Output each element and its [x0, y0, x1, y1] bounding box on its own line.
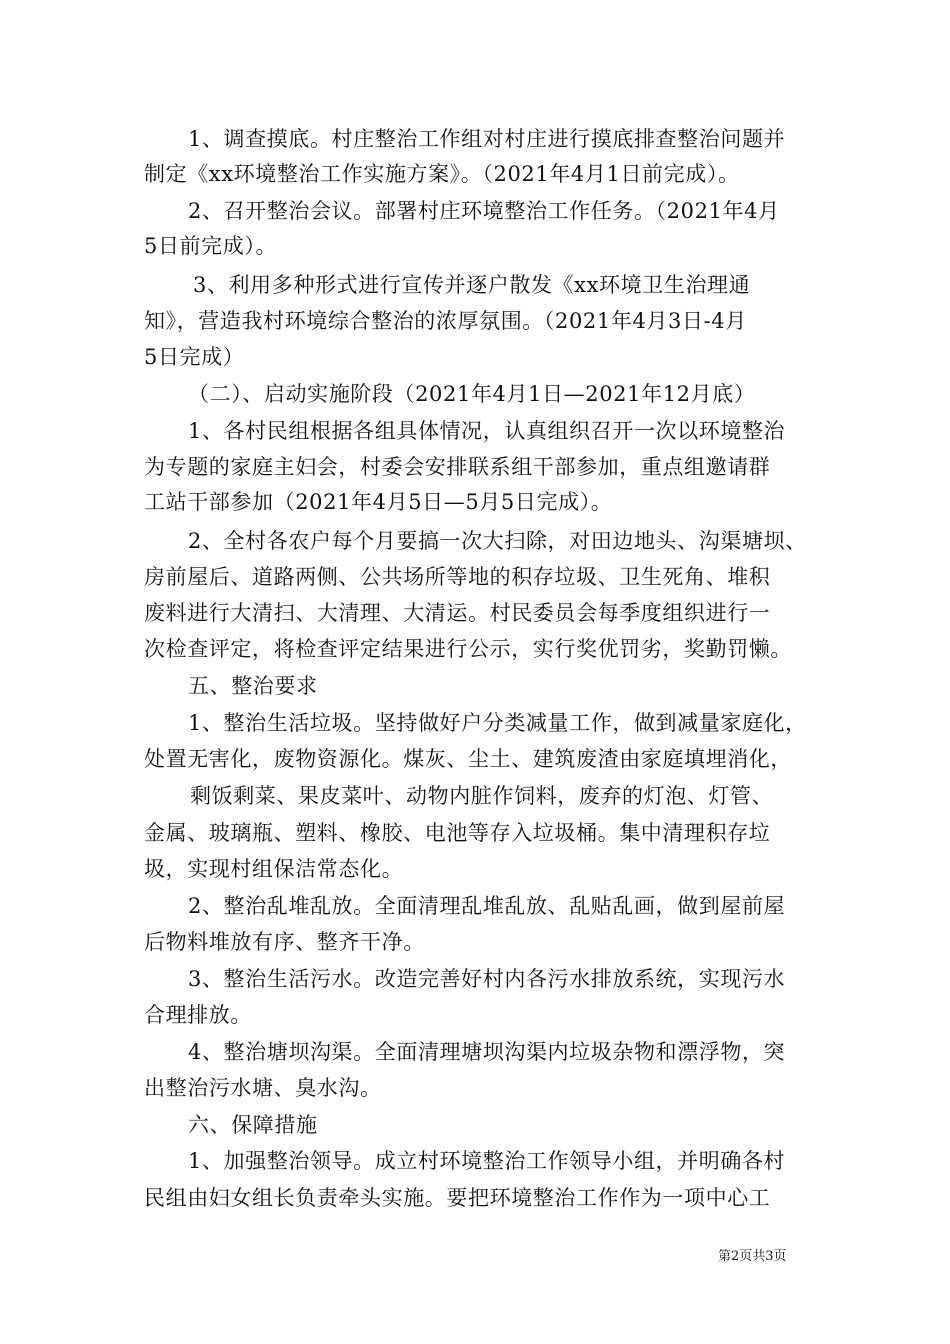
text-line-2: 制定《xx环境整治工作实施方案》。（2021年4月1日前完成）。: [144, 162, 740, 186]
page-number: 第2页共3页: [718, 1249, 787, 1264]
text-line-22: 2、整治乱堆乱放。全面清理乱堆乱放、乱贴乱画，做到屋前屋: [188, 894, 786, 918]
text-line-12: 2、全村各农户每个月要搞一次大扫除，对田边地头、沟渠塘坝、: [188, 529, 807, 553]
text-line-29: 1、加强整治领导。成立村环境整治工作领导小组，并明确各村: [188, 1149, 786, 1173]
text-line-20: 金属、玻璃瓶、塑料、橡胶、电池等存入垃圾桶。集中清理积存垃: [144, 821, 771, 845]
text-line-18: 处置无害化，废物资源化。煤灰、尘土、建筑废渣由家庭填埋消化，: [144, 747, 792, 771]
text-line-10: 为专题的家庭主妇会，村委会安排联系组干部参加，重点组邀请群: [144, 455, 771, 479]
section-heading-safeguards: 六、保障措施: [188, 1113, 318, 1137]
text-line-7: 5日完成）: [144, 345, 245, 369]
text-line-3: 2、召开整治会议。部署村庄环境整治工作任务。（2021年4月: [188, 199, 780, 223]
text-line-6: 知》，营造我村环境综合整治的浓厚氛围。（2021年4月3日-4月: [144, 309, 747, 333]
text-line-25: 合理排放。: [144, 1003, 252, 1027]
text-line-30: 民组由妇女组长负责牵头实施。要把环境整治工作作为一项中心工: [144, 1186, 771, 1210]
text-line-11: 工站干部参加（2021年4月5日—5月5日完成）。: [144, 490, 613, 514]
text-line-5: 3、利用多种形式进行宣传并逐户散发《xx环境卫生治理通: [193, 273, 751, 297]
text-line-4: 5日前完成）。: [144, 234, 278, 258]
text-line-17: 1、整治生活垃圾。坚持做好户分类减量工作，做到减量家庭化，: [188, 711, 807, 735]
section-heading-stage-two: （二）、启动实施阶段（2021年4月1日—2021年12月底）: [188, 382, 756, 406]
text-line-21: 圾，实现村组保洁常态化。: [144, 857, 404, 881]
text-line-19: 剩饭剩菜、果皮菜叶、动物内脏作饲料，废弃的灯泡、灯管、: [190, 784, 774, 808]
text-line-15: 次检查评定，将检查评定结果进行公示，实行奖优罚劣，奖勤罚懒。: [144, 637, 792, 661]
text-line-24: 3、整治生活污水。改造完善好村内各污水排放系统，实现污水: [188, 967, 786, 991]
text-line-9: 1、各村民组根据各组具体情况，认真组织召开一次以环境整治: [188, 419, 786, 443]
text-line-26: 4、整治塘坝沟渠。全面清理塘坝沟渠内垃圾杂物和漂浮物，突: [188, 1040, 786, 1064]
text-line-27: 出整治污水塘、臭水沟。: [144, 1076, 382, 1100]
text-line-13: 房前屋后、道路两侧、公共场所等地的积存垃圾、卫生死角、堆积: [144, 565, 771, 589]
text-line-14: 废料进行大清扫、大清理、大清运。村民委员会每季度组织进行一: [144, 601, 771, 625]
text-line-1: 1、调查摸底。村庄整治工作组对村庄进行摸底排查整治问题并: [188, 127, 786, 151]
text-line-23: 后物料堆放有序、整齐干净。: [144, 930, 425, 954]
section-heading-requirements: 五、整治要求: [188, 674, 318, 698]
